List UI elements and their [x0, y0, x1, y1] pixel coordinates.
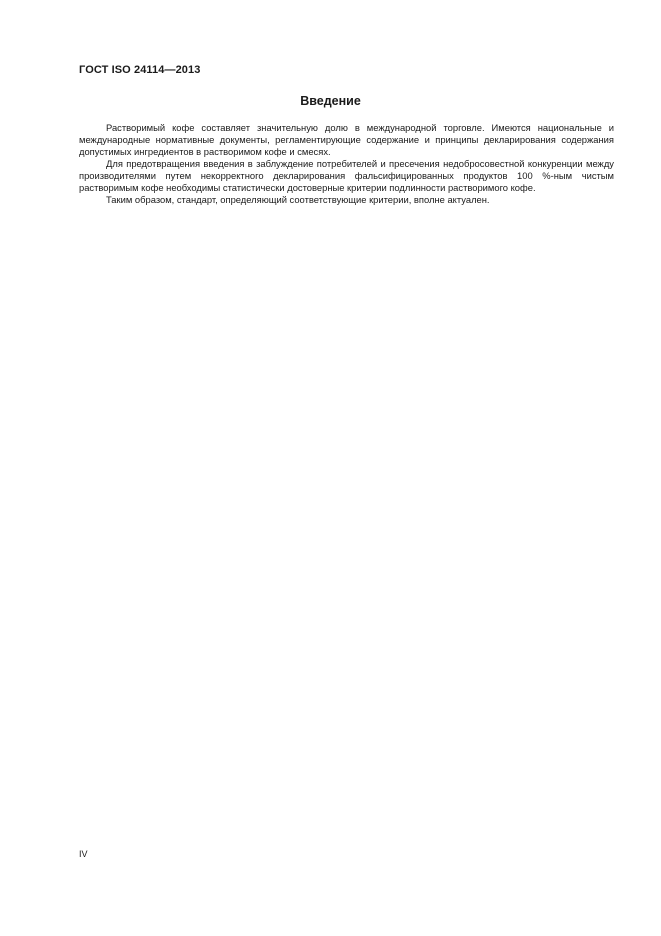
section-title: Введение: [300, 94, 361, 108]
section-body: [79, 122, 614, 206]
paragraph: Для предотвращения введения в заблуждение потребителей и пресечения недобросовестной конкуренции между производителями путем некорректного декларирования фальсифицированных продуктов 100 %-ным чистым растворимым кофе необходимы статистически достоверные критерии подлинности растворимого кофе.: [79, 158, 614, 193]
document-header-code: ГОСТ ISO 24114—2013: [79, 64, 201, 76]
paragraph: Растворимый кофе составляет значительную долю в международной торговле. Имеются национальные и международные нормативные документы, регламентирующие содержание и принципы декларирования содержания допустимых ингредиентов в растворимом кофе и смесях.: [79, 122, 614, 157]
page-number: IV: [79, 849, 88, 859]
paragraph: Таким образом, стандарт, определяющий соответствующие критерии, вполне актуален.: [106, 194, 490, 205]
